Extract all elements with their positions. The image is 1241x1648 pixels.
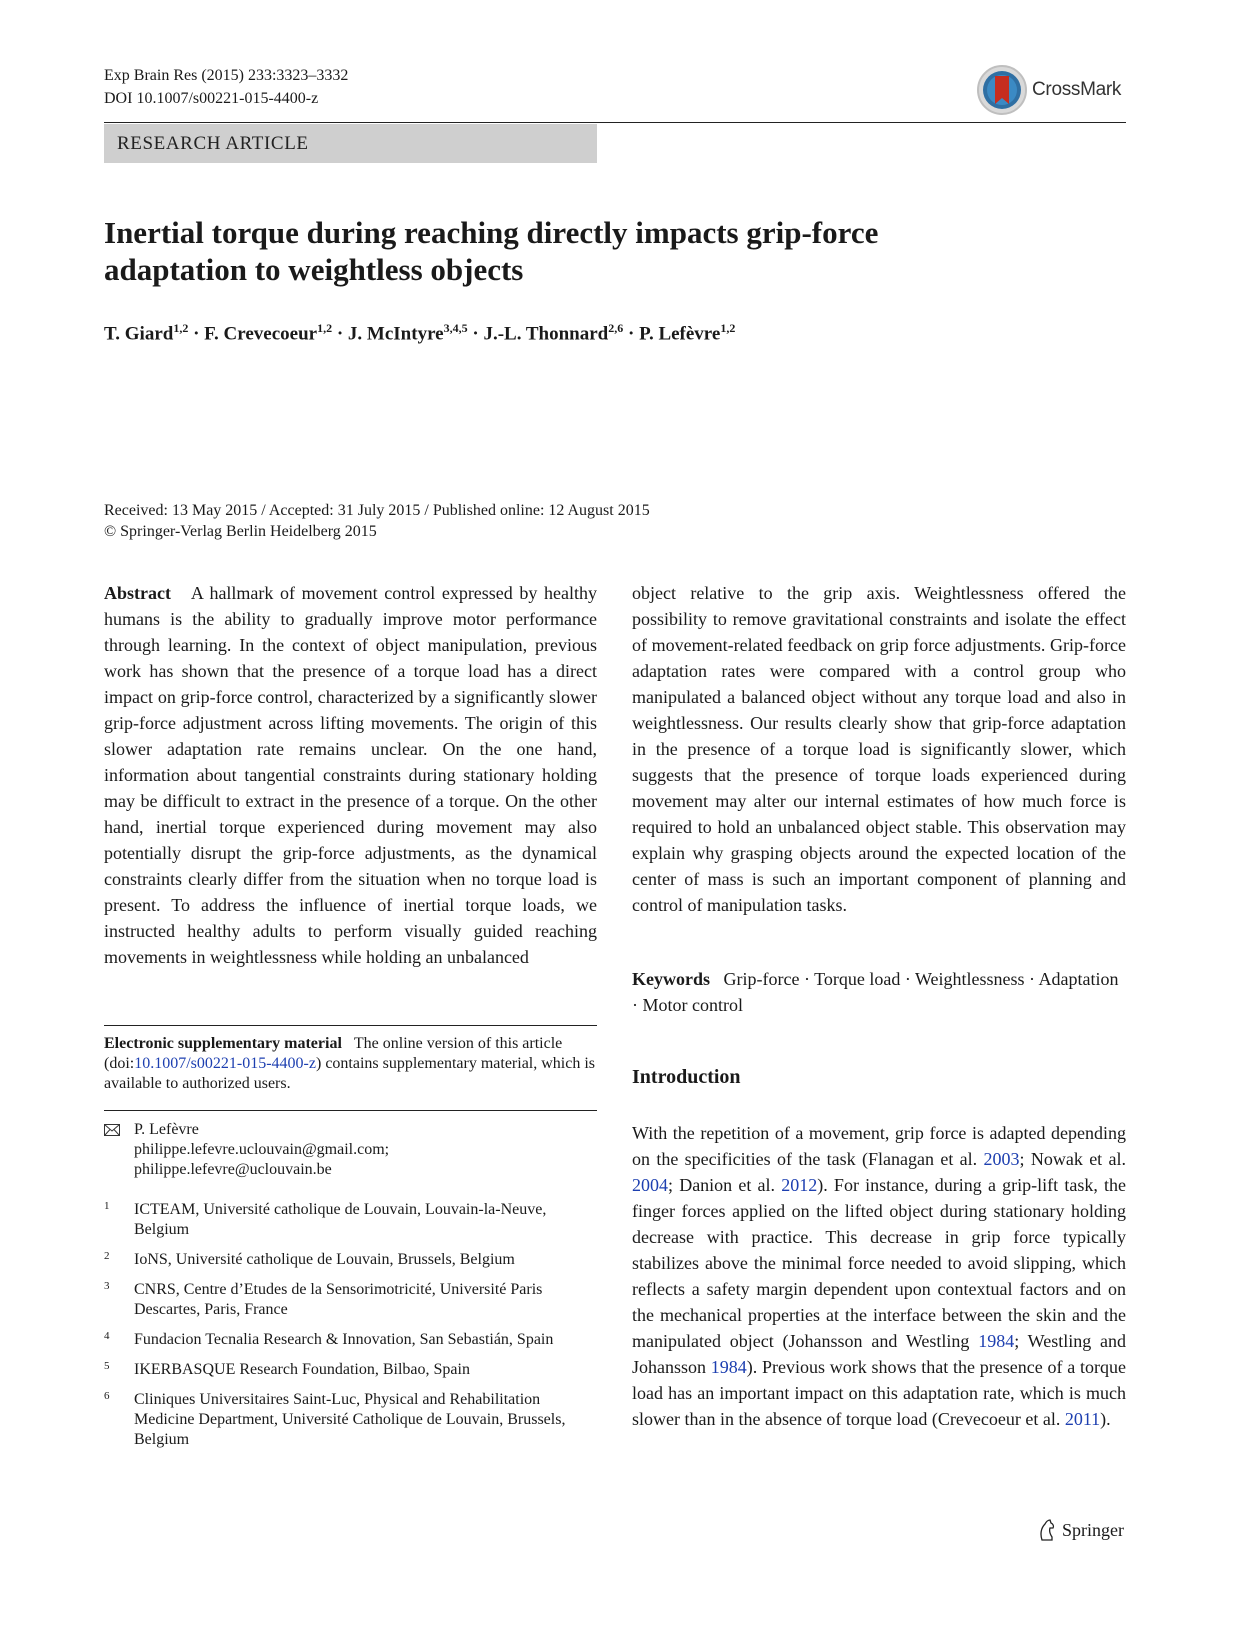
intro-text: ). Previous work shows that the presence of a torque load has an important impact on this adaptation rate, which is much slower than in the absence of torque load (Crevecoeur et al. <box>632 1357 1127 1429</box>
intro-text: ). <box>1100 1409 1111 1429</box>
abstract-right-column <box>632 580 1126 918</box>
publication-dates <box>104 500 650 542</box>
author-separator: · <box>332 323 348 345</box>
keywords <box>632 966 1126 1018</box>
affiliation-number: 6 <box>104 1390 110 1402</box>
affiliations <box>104 1200 597 1460</box>
affiliation-number: 1 <box>104 1200 110 1212</box>
esm-label: Electronic supplementary material <box>104 1035 342 1052</box>
crossmark-icon <box>976 64 1028 116</box>
citation-link[interactable]: 2003 <box>983 1149 1020 1169</box>
esm-text-pre: The online version of this article (doi: <box>104 1035 563 1072</box>
intro-text: ). For instance, during a grip-lift task, the finger forces applied on the lifted object during stationary holding decrease with practice. This decrease in grip force typically stabilizes above the minimal force needed to avoid slipping, which reflects a safety margin dependent upon contextual factors and on the mechanical properties at the interface between the skin and the manipulated object (Johansson and Westling <box>632 1175 1127 1351</box>
author-affiliation-index: 1,2 <box>173 321 189 335</box>
author-list <box>104 321 735 345</box>
author-name: J.-L. Thonnard <box>483 323 609 345</box>
correspondence-name: P. Lefèvre <box>134 1121 199 1138</box>
affiliation-text: IoNS, Université catholique de Louvain, Brussels, Belgium <box>134 1251 515 1268</box>
affiliation-number: 3 <box>104 1280 110 1292</box>
envelope-icon <box>104 1124 120 1136</box>
introduction-body <box>632 1120 1126 1432</box>
esm-doi-link[interactable]: 10.1007/s00221-015-4400-z <box>134 1055 316 1072</box>
abstract-text-right: object relative to the grip axis. Weightlessness offered the possibility to remove gravitational constraints and isolate the effect of movement-related feedback on grip force adjustments. Grip-force adaptation rates were compared with a control group who manipulated a balanced object without any torque load and also in weightlessness. Our results clearly show that grip-force adaptation in the presence of a torque load is significantly slower, which suggests that the presence of torque loads experienced during movement may alter our internal estimates of how much force is required to hold an unbalanced object stable. This observation may explain why grasping objects around the expected location of the center of mass is such an important component of planning and control of manipulation tasks. <box>632 583 1126 915</box>
author-affiliation-index: 2,6 <box>608 321 624 335</box>
intro-text: ; Nowak et al. <box>1019 1149 1127 1169</box>
affiliation-text: Cliniques Universitaires Saint-Luc, Physical and Rehabilitation Medicine Department, Université Catholique de Louvain, Brussels, Belgium <box>134 1391 566 1448</box>
affiliation-number: 5 <box>104 1360 110 1372</box>
publisher-logo <box>1036 1518 1124 1542</box>
affiliation-text: IKERBASQUE Research Foundation, Bilbao, Spain <box>134 1361 470 1378</box>
intro-text: With the repetition of a movement, grip force is adapted depending on the specificities of the task (Flanagan et al. <box>632 1123 1126 1169</box>
citation-link[interactable]: 1984 <box>710 1357 747 1377</box>
citation-link[interactable]: 2004 <box>632 1175 668 1195</box>
publisher-name: Springer <box>1062 1519 1124 1540</box>
author-separator: · <box>467 323 484 345</box>
footnote-rule <box>104 1025 597 1026</box>
citation-link[interactable]: 2012 <box>781 1175 818 1195</box>
affiliation-number: 2 <box>104 1250 110 1262</box>
abstract-left-column <box>104 580 597 970</box>
esm-text-post: ) contains supplementary material, which is available to authorized users. <box>104 1055 596 1092</box>
footnote-rule-2 <box>104 1110 597 1111</box>
author-name: T. Giard <box>104 323 174 345</box>
affiliation-item <box>104 1280 597 1320</box>
introduction-heading: Introduction <box>632 1066 741 1088</box>
springer-horse-icon <box>1036 1518 1058 1542</box>
author-name: P. Lefèvre <box>639 323 721 345</box>
author-separator: · <box>623 323 640 345</box>
abstract-text-left: A hallmark of movement control expressed by healthy humans is the ability to gradually improve motor performance through learning. In the context of object manipulation, previous work has shown that the presence of a torque load has a direct impact on grip-force control, characterized by a significantly slower grip-force adjustment across lifting movements. The origin of this slower adaptation rate remains unclear. On the one hand, information about tangential constraints during stationary holding may be difficult to extract in the presence of a torque. On the other hand, inertial torque experienced during movement may also potentially disrupt the grip-force adjustments, as the dynamical constraints clearly differ from the situation when no torque load is present. To address the influence of inertial torque loads, we instructed healthy adults to perform visually guided reaching movements in weightlessness while holding an unbalanced <box>104 583 597 967</box>
article-title: Inertial torque during reaching directly impacts grip-force adaptation to weightless objects <box>104 215 879 287</box>
affiliation-item <box>104 1200 597 1240</box>
received-accepted-published: Received: 13 May 2015 / Accepted: 31 July 2015 / Published online: 12 August 2015 <box>104 502 650 519</box>
author-affiliation-index: 3,4,5 <box>443 321 468 335</box>
article-type-banner: RESEARCH ARTICLE <box>104 124 597 163</box>
keywords-text: Grip-force · Torque load · Weightlessness · Adaptation · Motor control <box>632 969 1119 1015</box>
affiliation-item <box>104 1360 597 1380</box>
journal-reference <box>104 64 348 110</box>
copyright-notice: © Springer-Verlag Berlin Heidelberg 2015 <box>104 523 377 540</box>
affiliation-item <box>104 1330 597 1350</box>
correspondence-email-1[interactable]: philippe.lefevre.uclouvain@gmail.com; <box>134 1141 390 1158</box>
intro-text: ; Danion et al. <box>668 1175 776 1195</box>
affiliation-text: Fundacion Tecnalia Research & Innovation, San Sebastián, Spain <box>134 1331 554 1348</box>
article-doi: DOI 10.1007/s00221-015-4400-z <box>104 90 319 107</box>
author-separator: · <box>188 323 205 345</box>
author-affiliation-index: 1,2 <box>720 321 736 335</box>
citation-link[interactable]: 2011 <box>1064 1409 1101 1429</box>
abstract-heading: Abstract <box>104 583 171 603</box>
crossmark-label: CrossMark <box>1032 79 1122 100</box>
journal-citation: Exp Brain Res (2015) 233:3323–3332 <box>104 67 349 84</box>
affiliation-number: 4 <box>104 1330 110 1342</box>
affiliation-text: ICTEAM, Université catholique de Louvain, Louvain-la-Neuve, Belgium <box>134 1201 547 1238</box>
citation-link[interactable]: 1984 <box>978 1331 1015 1351</box>
header-rule <box>104 122 1126 123</box>
keywords-label: Keywords <box>632 969 710 989</box>
crossmark-badge[interactable] <box>976 62 1126 118</box>
intro-text: ; Westling and Johansson <box>632 1331 1127 1377</box>
author-name: F. Crevecoeur <box>204 323 318 345</box>
author-name: J. McIntyre <box>347 323 444 345</box>
author-affiliation-index: 1,2 <box>317 321 333 335</box>
affiliation-item <box>104 1390 597 1450</box>
supplementary-note <box>104 1034 597 1094</box>
affiliation-text: CNRS, Centre d’Etudes de la Sensorimotricité, Université Paris Descartes, Paris, France <box>134 1281 543 1318</box>
affiliation-item <box>104 1250 597 1270</box>
correspondence-email-2[interactable]: philippe.lefevre@uclouvain.be <box>134 1161 332 1178</box>
